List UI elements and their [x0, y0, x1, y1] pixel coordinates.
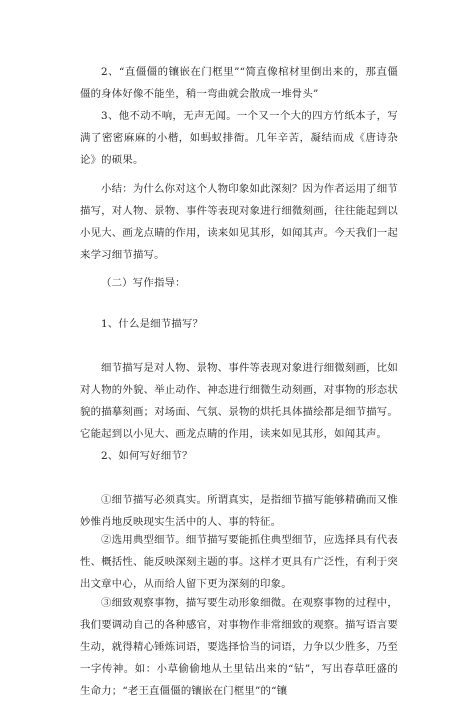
point-1-truthful-detail: ①细节描写必须真实。所谓真实，是指细节描写能够精确而又惟妙惟肖地反映现实生活中的人、事的特征。	[80, 494, 398, 528]
section-heading-writing-guidance: （二）写作指导：	[101, 277, 186, 289]
question-what-is-detail: 1、什么是细节描写？	[101, 318, 204, 330]
point-2-typical-detail: ②选用典型细节。细节描写要能抓住典型细节，应选择具有代表性、概括性、能反映深刻主题的事。这样才更具有广泛性，有利于突出文章中心，从而给人留下更为深刻的印象。	[80, 534, 398, 590]
paragraph-example-3: 3、他不动不响，无声无闻。一个又一个大的四方竹纸本子，写满了密密麻麻的小楷，如蚂蚁排衙。几年辛苦，凝结而成《唐诗杂论》的硕果。	[80, 110, 398, 166]
paragraph-example-2: 2、“直僵僵的镶嵌在门框里”“简直像棺材里倒出来的，那直僵僵的身体好像不能坐，稍一弯曲就会散成一堆骨头”	[80, 66, 398, 100]
paragraph-detail-definition: 细节描写是对人物、景物、事件等表现对象进行细微刻画，比如对人物的外貌、举止动作、神态进行细微生动刻画，对事物的形态状貌的描摹刻画；对场面、气氛、景物的烘托具体描绘都是细节描写。它能起到以小见大、画龙点睛的作用，读来如见其形，如闻其声。	[80, 362, 398, 440]
question-how-to-write-detail: 2、如何写好细节？	[101, 450, 193, 462]
point-3-careful-observation: ③细致观察事物，描写要生动形象细微。在观察事物的过程中，我们要调动自己的各种感官，对事物作非常细致的观察。描写语言要生动，就得精心锤炼词语，要选择恰当的词语，力争以少胜多，乃至一字传神。如：小草偷偷地从土里钻出来的“钻”，写出春草旺盛的生命力；“老王直僵僵的镶嵌在门框里”的“镶	[80, 597, 398, 697]
paragraph-summary: 小结：为什么你对这个人物印象如此深刻？因为作者运用了细节描写，对人物、景物、事件等表现对象进行细微刻画，往往能起到以小见大、画龙点睛的作用，读来如见其形，如闻其声。今天我们一起来学习细节描写。	[80, 183, 398, 261]
